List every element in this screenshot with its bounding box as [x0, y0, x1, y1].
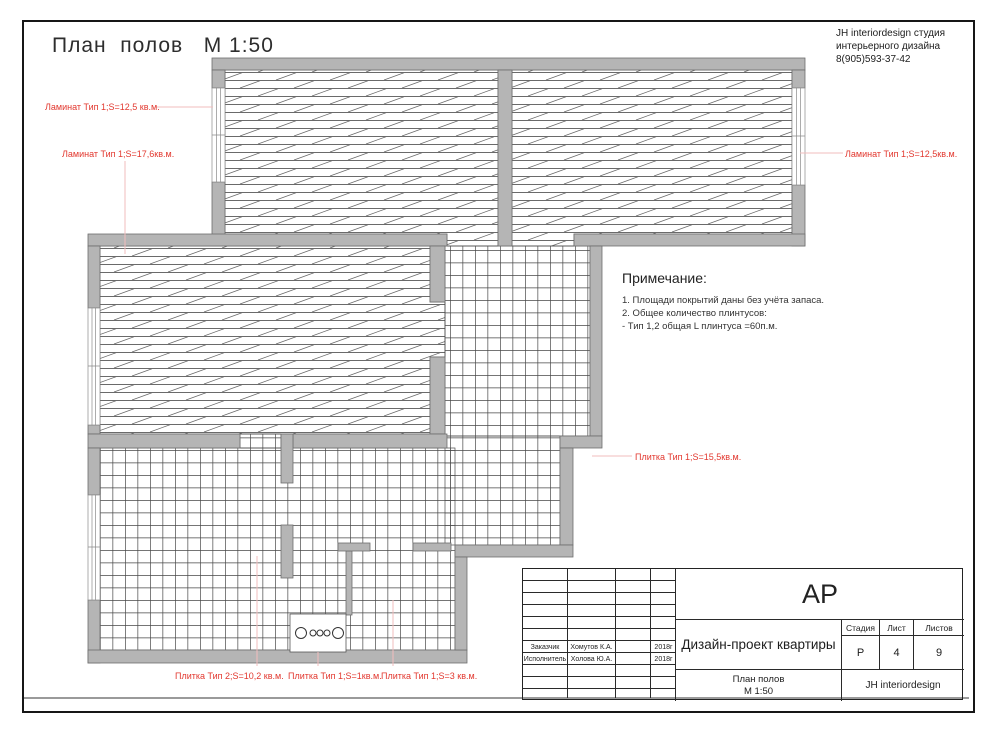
window-kitchen — [88, 495, 100, 600]
title-block-signature-table — [523, 569, 676, 698]
floor-areas — [100, 70, 792, 650]
label-tile-wc: Плитка Тип 1;S=1кв.м. — [288, 671, 382, 681]
signer-year: 2018г — [654, 655, 673, 663]
label-laminate-middle: Ламинат Тип 1;S=17,6кв.м. — [62, 149, 175, 159]
signer-role: Исполнитель — [523, 655, 567, 663]
signer-year: 2018г — [654, 643, 673, 651]
signer-name: Холова Ю.А. — [570, 655, 613, 663]
sheet-value: 4 — [879, 635, 913, 669]
stage-value: Р — [841, 635, 879, 669]
note-line: 1. Площади покрытий даны без учёта запаса. — [622, 295, 825, 306]
company-name: JH interiordesign — [841, 669, 964, 701]
studio-line: 8(905)593-37-42 — [836, 54, 911, 65]
sheets-total-header: Листов — [913, 619, 964, 635]
sheet-header: Лист — [879, 619, 913, 635]
signer-name: Хомутов К.А. — [570, 643, 613, 651]
page-title: План полов М 1:50 — [52, 34, 274, 57]
window-living — [88, 308, 100, 425]
label-tile-kitchen: Плитка Тип 2;S=10,2 кв.м. — [175, 671, 284, 681]
notes-block — [622, 270, 824, 333]
label-tile-bath: Плитка Тип 1;S=3 кв.м. — [381, 671, 478, 681]
drawing-name — [675, 669, 841, 701]
room-living-laminate — [100, 246, 445, 434]
sheets-total-value: 9 — [913, 635, 964, 669]
stage-header: Стадия — [841, 619, 879, 635]
room-bedroom-right-laminate — [512, 70, 792, 246]
label-laminate-top-left: Ламинат Тип 1;S=12,5 кв.м. — [45, 102, 160, 112]
title-block — [522, 568, 963, 700]
window-bedroom-left — [212, 88, 225, 182]
notes-heading: Примечание: — [622, 270, 707, 286]
stamp-code: АР — [675, 569, 964, 619]
window-bedroom-right — [792, 88, 805, 185]
appliance-symbol — [290, 614, 346, 652]
drawing-name-line: План полов — [732, 673, 785, 685]
studio-line: интерьерного дизайна — [836, 41, 941, 52]
note-line: - Тип 1,2 общая L плинтуса =60п.м. — [622, 321, 778, 332]
project-title: Дизайн-проект квартиры — [675, 619, 841, 669]
label-tile-hall: Плитка Тип 1;S=15,5кв.м. — [635, 452, 742, 462]
kitchen-bath-tile — [100, 448, 455, 650]
hall-tile-upper — [445, 246, 590, 436]
note-line: 2. Общее количество плинтусов: — [622, 308, 767, 319]
hall-tile-lower — [445, 436, 560, 545]
studio-line: JH interiordesign студия — [836, 28, 946, 39]
door-tile-strip — [240, 434, 281, 448]
signer-role: Заказчик — [530, 643, 560, 651]
drawing-scale: М 1:50 — [743, 685, 774, 697]
label-laminate-top-right: Ламинат Тип 1;S=12,5кв.м. — [845, 149, 958, 159]
room-bedroom-left-laminate — [225, 70, 498, 246]
